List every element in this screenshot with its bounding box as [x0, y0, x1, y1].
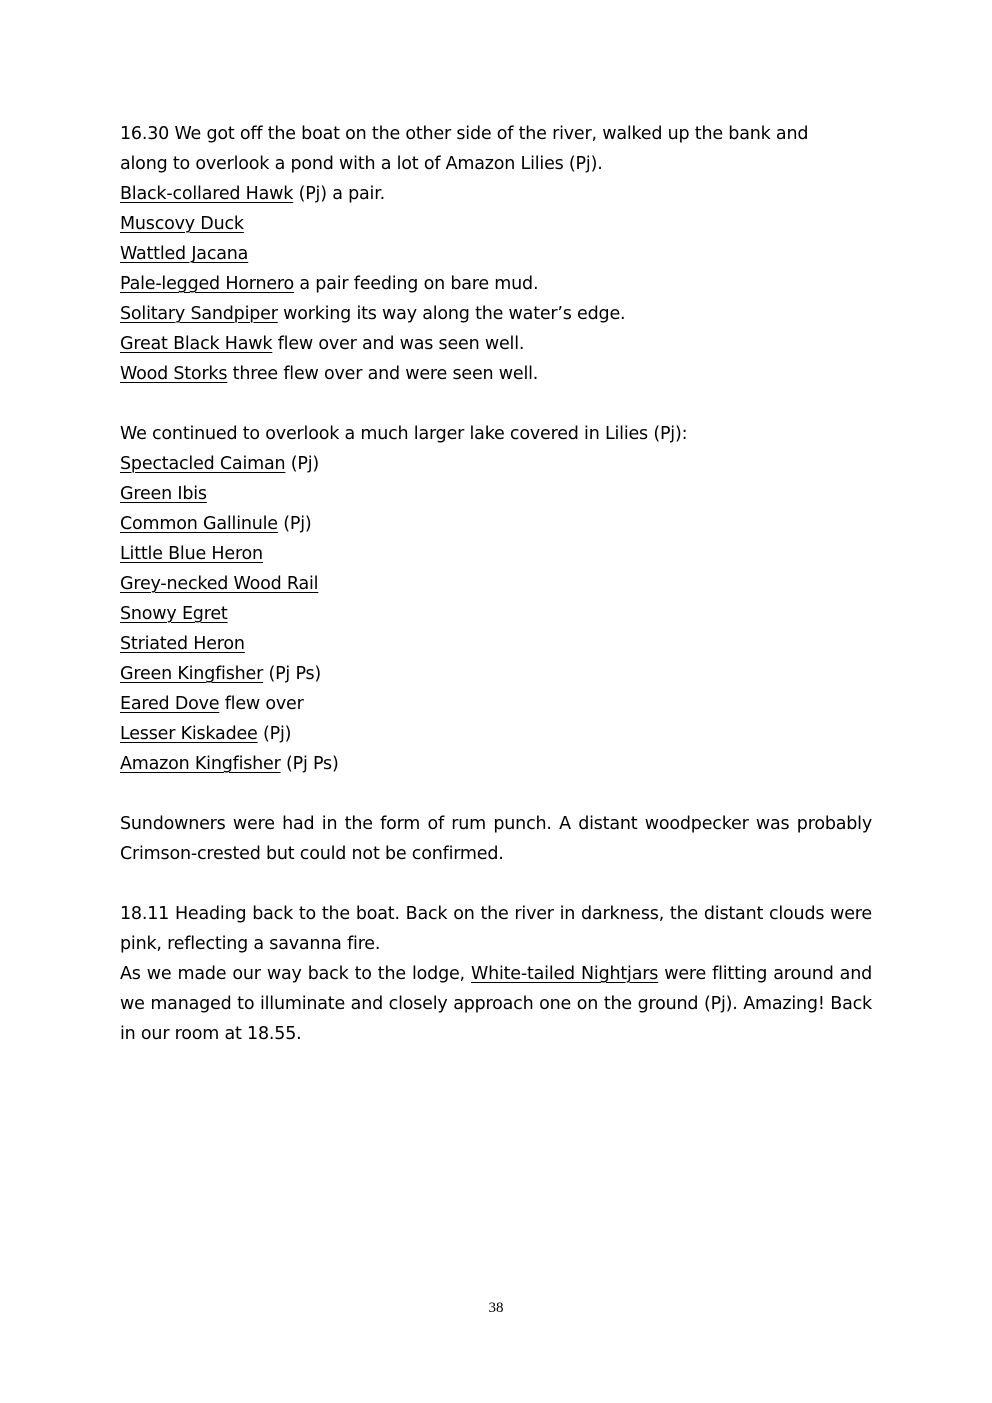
species-name: Amazon Kingfisher [120, 754, 281, 774]
species-name: Muscovy Duck [120, 214, 244, 234]
species-name: Little Blue Heron [120, 544, 263, 564]
species-name: White-tailed Nightjars [470, 964, 659, 984]
paragraph-gap [120, 779, 872, 809]
list-item [120, 749, 872, 779]
lake-intro: We continued to overlook a much larger lake covered in Lilies (Pj): [120, 424, 688, 444]
list-item [120, 479, 872, 509]
list-item [120, 689, 872, 719]
sighting-note: a pair feeding on bare mud. [294, 274, 539, 294]
species-name: Black-collared Hawk [120, 184, 294, 204]
list-item [120, 569, 872, 599]
list-item [120, 269, 872, 299]
species-name: Lesser Kiskadee [120, 724, 258, 744]
list-item [120, 659, 872, 689]
sundowners-paragraph: Sundowners were had in the form of rum punch. A distant woodpecker was probably Crimson-crested but could not be confirmed. [120, 814, 872, 864]
return-paragraph-2 [120, 959, 872, 1049]
list-item [120, 539, 872, 569]
species-name: Spectacled Caiman [120, 454, 286, 474]
species-name: Common Gallinule [120, 514, 278, 534]
list-item [120, 179, 872, 209]
return-text-after: were flitting around and we managed to illuminate and closely approach one on the ground (Pj). Amazing! Back in our room at 18.55. [120, 964, 872, 1044]
sighting-note: flew over and was seen well. [272, 334, 525, 354]
species-name: Pale-legged Hornero [120, 274, 295, 294]
species-name: Great Black Hawk [120, 334, 273, 354]
intro-line-2: along to overlook a pond with a lot of Amazon Lilies (Pj). [120, 154, 603, 174]
list-item [120, 359, 872, 389]
intro-line-1: 16.30 We got off the boat on the other side of the river, walked up the bank and [120, 124, 809, 144]
sighting-note: working its way along the water’s edge. [277, 304, 626, 324]
list-item [120, 329, 872, 359]
sighting-note: three flew over and were seen well. [227, 364, 539, 384]
list-item [120, 299, 872, 329]
list-item [120, 629, 872, 659]
sighting-note: (Pj Ps) [280, 754, 339, 774]
pond-sightings-list [120, 179, 872, 389]
sighting-note: (Pj Ps) [263, 664, 322, 684]
species-name: Grey-necked Wood Rail [120, 574, 319, 594]
species-name: Green Ibis [120, 484, 207, 504]
sighting-note: flew over [219, 694, 304, 714]
return-paragraph-1: 18.11 Heading back to the boat. Back on the river in darkness, the distant clouds were pink, reflecting a savanna fire. [120, 904, 872, 954]
sighting-note: (Pj) [257, 724, 292, 744]
species-name: Solitary Sandpiper [120, 304, 278, 324]
sighting-note: (Pj) [277, 514, 312, 534]
list-item [120, 449, 872, 479]
species-name: Snowy Egret [120, 604, 228, 624]
list-item [120, 719, 872, 749]
species-name: Green Kingfisher [120, 664, 264, 684]
species-name: Wood Storks [120, 364, 228, 384]
paragraph-gap [120, 389, 872, 419]
return-text-before: As we made our way back to the lodge, [120, 964, 471, 984]
list-item [120, 239, 872, 269]
species-name: Eared Dove [120, 694, 220, 714]
lake-sightings-list [120, 449, 872, 779]
list-item [120, 509, 872, 539]
species-name: Wattled Jacana [120, 244, 249, 264]
page-number: 38 [488, 1300, 504, 1316]
document-body [120, 119, 872, 1049]
sighting-note: (Pj) [285, 454, 320, 474]
list-item [120, 599, 872, 629]
sighting-note: (Pj) a pair. [293, 184, 385, 204]
paragraph-gap [120, 869, 872, 899]
list-item [120, 209, 872, 239]
species-name: Striated Heron [120, 634, 245, 654]
